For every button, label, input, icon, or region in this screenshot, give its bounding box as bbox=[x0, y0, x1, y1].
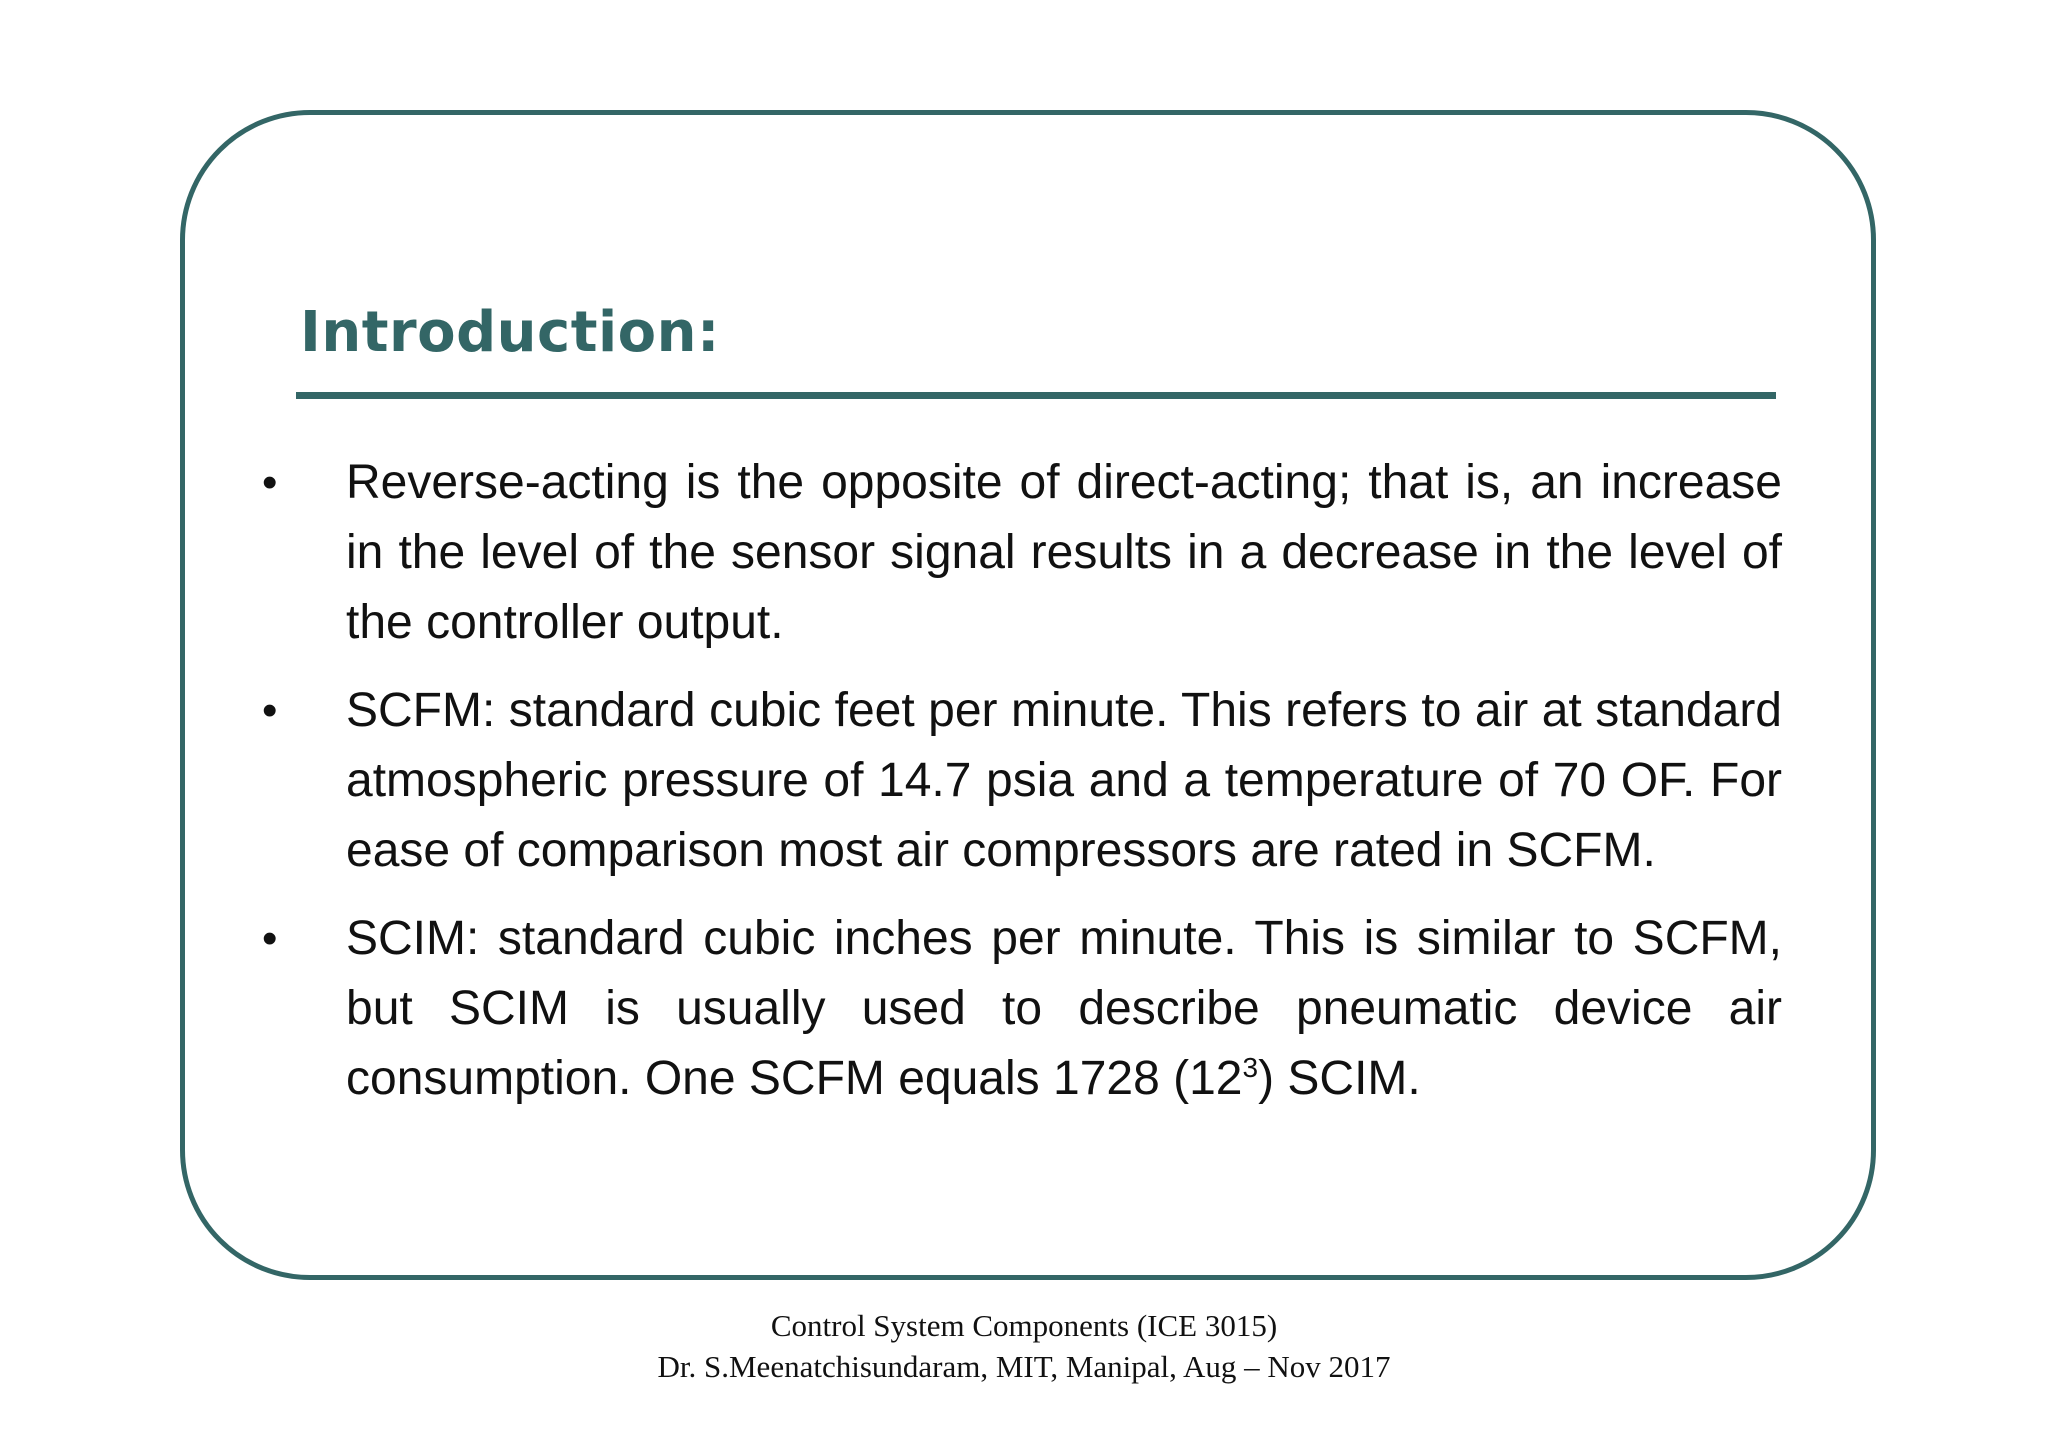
bullet-text-before: SCIM: standard cubic inches per minute. This is similar to SCFM, but SCIM is usually used to describe pneumatic device air consumption. One SCFM equals 1728 (12 bbox=[346, 912, 1782, 1105]
footer-author: Dr. S.Meenatchisundaram, MIT, Manipal, Aug – Nov 2017 bbox=[657, 1349, 1391, 1384]
bullet-text bbox=[346, 904, 1782, 1114]
bullet-item-reverse-acting bbox=[262, 448, 1782, 658]
bullet-item-scfm bbox=[262, 676, 1782, 886]
title-underline bbox=[296, 392, 1776, 399]
bullet-marker: • bbox=[262, 686, 278, 735]
footer-course: Control System Components (ICE 3015) bbox=[770, 1308, 1278, 1343]
bullet-text: SCFM: standard cubic feet per minute. This refers to air at standard atmospheric pressure of 14.7 psia and a temperature of 70 OF. For ease of comparison most air compressors are rated in SCFM. bbox=[346, 684, 1782, 877]
bullet-item-scim bbox=[262, 904, 1782, 1114]
bullet-text: Reverse-acting is the opposite of direct-acting; that is, an increase in the level of the sensor signal results in a decrease in the level of the controller output. bbox=[346, 456, 1782, 649]
bullet-marker: • bbox=[262, 458, 278, 507]
bullet-marker: • bbox=[262, 914, 278, 963]
slide-title: Introduction: bbox=[300, 300, 720, 365]
superscript-exponent: 3 bbox=[1242, 1052, 1259, 1083]
bullet-list bbox=[262, 448, 1782, 1132]
bullet-text-after: ) SCIM. bbox=[1258, 1052, 1421, 1105]
